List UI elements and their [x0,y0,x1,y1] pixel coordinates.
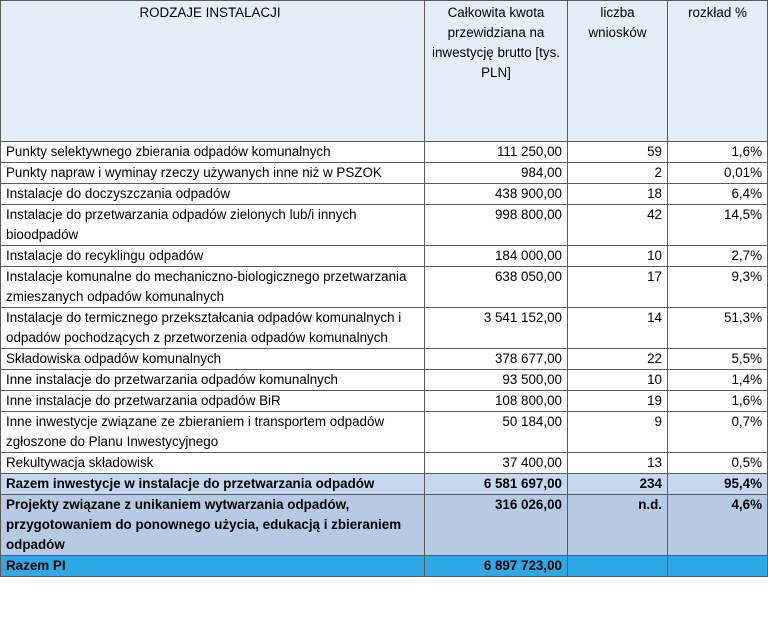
row-count: 9 [568,412,668,453]
table-row [1,308,768,349]
row-count: 10 [568,246,668,267]
row-name: Projekty związane z unikaniem wytwarzania odpadów, przygotowaniem do ponownego użycia, edukacją i zbieraniem odpadów [1,495,425,556]
row-count: 14 [568,308,668,349]
row-share [668,556,768,577]
row-share: 0,5% [668,453,768,474]
table-row [1,391,768,412]
row-share: 2,7% [668,246,768,267]
row-amount: 6 581 697,00 [425,474,568,495]
row-share: 9,3% [668,267,768,308]
row-name: Punkty napraw i wyminay rzeczy używanych inne niż w PSZOK [1,163,425,184]
row-count: 17 [568,267,668,308]
row-amount: 438 900,00 [425,184,568,205]
row-name: Instalacje do termicznego przekształcania odpadów komunalnych i odpadów pochodzących z przetworzenia odpadów komunalnych [1,308,425,349]
table-row [1,453,768,474]
header-amount: Całkowita kwota przewidziana na inwestycję brutto [tys. PLN] [425,1,568,142]
row-amount: 50 184,00 [425,412,568,453]
row-share: 51,3% [668,308,768,349]
row-amount: 6 897 723,00 [425,556,568,577]
row-share: 14,5% [668,205,768,246]
row-name: Instalacje do przetwarzania odpadów zielonych lub/i innych bioodpadów [1,205,425,246]
header-row [1,1,768,142]
row-amount: 37 400,00 [425,453,568,474]
header-type: RODZAJE INSTALACJI [1,1,425,142]
total-row [1,474,768,495]
row-amount: 984,00 [425,163,568,184]
table-row [1,370,768,391]
row-amount: 93 500,00 [425,370,568,391]
row-amount: 184 000,00 [425,246,568,267]
table-row [1,163,768,184]
row-count: 10 [568,370,668,391]
row-count: 2 [568,163,668,184]
row-name: Inne inwestycje związane ze zbieraniem i transportem odpadów zgłoszone do Planu Inwestycyjnego [1,412,425,453]
row-amount: 638 050,00 [425,267,568,308]
row-name: Razem inwestycje w instalacje do przetwarzania odpadów [1,474,425,495]
header-share: rozkład % [668,1,768,142]
row-share: 1,4% [668,370,768,391]
row-name: Składowiska odpadów komunalnych [1,349,425,370]
row-count: 22 [568,349,668,370]
table-row [1,246,768,267]
row-count: 19 [568,391,668,412]
row-count: 13 [568,453,668,474]
total-row [1,556,768,577]
row-count: 42 [568,205,668,246]
row-share: 1,6% [668,142,768,163]
row-name: Razem PI [1,556,425,577]
row-count: 18 [568,184,668,205]
row-amount: 998 800,00 [425,205,568,246]
row-share: 0,01% [668,163,768,184]
table-body [1,142,768,577]
row-share: 1,6% [668,391,768,412]
table-row [1,142,768,163]
row-amount: 3 541 152,00 [425,308,568,349]
row-share: 0,7% [668,412,768,453]
row-amount: 111 250,00 [425,142,568,163]
row-name: Instalacje do recyklingu odpadów [1,246,425,267]
table-row [1,184,768,205]
row-name: Inne instalacje do przetwarzania odpadów komunalnych [1,370,425,391]
row-name: Instalacje do doczyszczania odpadów [1,184,425,205]
row-count [568,556,668,577]
row-amount: 378 677,00 [425,349,568,370]
row-share: 5,5% [668,349,768,370]
row-name: Instalacje komunalne do mechaniczno-biologicznego przetwarzania zmieszanych odpadów komunalnych [1,267,425,308]
row-name: Inne instalacje do przetwarzania odpadów BiR [1,391,425,412]
row-count: n.d. [568,495,668,556]
row-name: Punkty selektywnego zbierania odpadów komunalnych [1,142,425,163]
table-row [1,412,768,453]
row-name: Rekultywacja składowisk [1,453,425,474]
row-share: 95,4% [668,474,768,495]
row-amount: 316 026,00 [425,495,568,556]
table-row [1,267,768,308]
total-row [1,495,768,556]
row-amount: 108 800,00 [425,391,568,412]
table-row [1,349,768,370]
header-count: liczba wniosków [568,1,668,142]
row-count: 59 [568,142,668,163]
row-count: 234 [568,474,668,495]
table-row [1,205,768,246]
row-share: 6,4% [668,184,768,205]
row-share: 4,6% [668,495,768,556]
